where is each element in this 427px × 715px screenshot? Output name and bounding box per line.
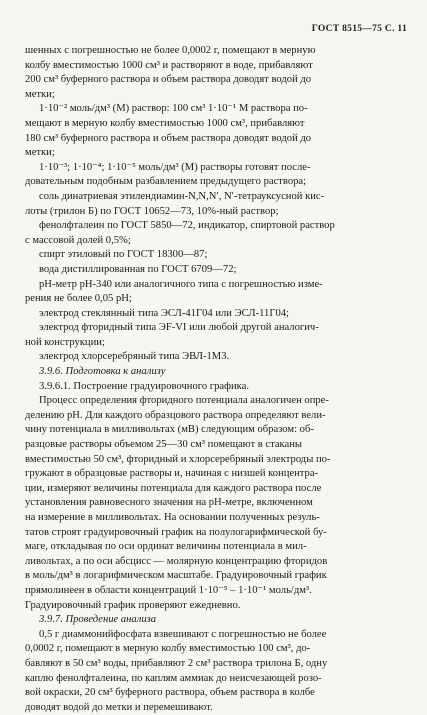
- text-line: лоты (трилон Б) по ГОСТ 10652—73, 10%-ный раствор;: [25, 205, 279, 217]
- text-line: прямолинеен в области концентраций 1·10⁻⁵ – 1·10⁻¹ моль/дм³.: [25, 584, 312, 596]
- text-line: на измерение в милливольтах. На основании полученных резуль-: [25, 512, 320, 523]
- text-line: ной конструкции;: [25, 336, 105, 348]
- text-line: электрод хлорсеребряный типа ЭВЛ-1М3.: [39, 351, 230, 363]
- text-line: гружают в образцовые растворы и, начиная с низшей концентра-: [25, 468, 319, 480]
- text-line: 0,0002 г, помещают в мерную колбу вместимостью 100 см³, до-: [25, 643, 311, 655]
- text-line: 1·10⁻³; 1·10⁻⁴; 1·10⁻⁵ моль/дм³ (М) растворы готовят после-: [39, 161, 311, 173]
- text-line: с массовой долей 0,5%;: [25, 234, 131, 246]
- text-line: чину потенциала в милливольтах (мВ) следующим образом: об-: [25, 424, 314, 436]
- text-line: ливольтах, а по оси абсцисс — молярную концентрацию фторидов: [25, 555, 328, 567]
- text-line: 200 см³ буферного раствора и объем раствора доводят водой до: [25, 74, 312, 86]
- text-line: метки;: [25, 147, 55, 159]
- text-line: рН-метр рН-340 или аналогичного типа с погрешностью изме-: [39, 278, 323, 290]
- text-line: фенолфталеин по ГОСТ 5850—72, индикатор, спиртовой раствор: [39, 220, 335, 232]
- text-line: мещают в мерную колбу вместимостью 1000 см³, прибавляют: [25, 117, 305, 129]
- text-line: установления равновесного значения на рН-метре, включенном: [25, 497, 313, 509]
- text-line: соль динатриевая этилендиамин-N,N,N′, N′-тетрауксусной кис-: [39, 190, 325, 202]
- text-line: электрод фторидный типа ЭF-VI или любой другой аналогич-: [39, 322, 319, 334]
- running-head: ГОСТ 8515—75 С. 11: [311, 24, 407, 34]
- text-line: вместимостью 50 см³, фторидный и хлорсеребряный электроды по-: [25, 453, 331, 465]
- text-line: каплю фенолфталеина, по каплям аммиак до неисчезающей розо-: [25, 672, 322, 684]
- text-line: спирт этиловый по ГОСТ 18300—87;: [39, 249, 208, 261]
- text-line: татов строят градуировочный график на полулогарифмической бу-: [25, 526, 327, 538]
- text-line: делению рН. Для каждого образцового раствора определяют вели-: [25, 409, 326, 421]
- text-line: шенных с погрешностью не более 0,0002 г, помещают в мерную: [25, 45, 316, 56]
- text-line: Градуировочный график проверяют ежедневно.: [25, 599, 241, 611]
- text-line: маге, откладывая по оси ординат величины потенциала в мил-: [25, 541, 307, 553]
- text-line: довательным подобным разбавлением предыдущего раствора;: [25, 176, 307, 188]
- text-line: рения не более 0,05 рН;: [25, 293, 132, 305]
- text-line: 3.9.6.1. Построение градуировочного графика.: [39, 380, 249, 392]
- text-line: вой окраски, 20 см³ буферного раствора, объем раствора в колбе: [25, 687, 315, 699]
- text-line: электрод стеклянный типа ЭСЛ-41Г04 или ЭСЛ-11Г04;: [39, 307, 289, 319]
- text-line: 3.9.7. Проведение анализа: [39, 614, 157, 626]
- text-line: вода дистиллированная по ГОСТ 6709—72;: [39, 263, 237, 275]
- text-line: 1·10⁻² моль/дм³ (М) раствор: 100 см³ 1·10⁻¹ М раствора по-: [39, 103, 308, 115]
- text-line: 180 см³ буферного раствора и объем раствора доводят водой до: [25, 132, 312, 144]
- text-line: разцовые растворы объемом 25—30 см³ помещают в стаканы: [25, 439, 303, 451]
- text-line: бавляют в 50 см³ воды, прибавляют 2 см³ раствора трилона Б, одну: [25, 657, 328, 669]
- text-line: 0,5 г диаммонийфосфата взвешивают с погрешностью не более: [39, 628, 327, 640]
- text-line: колбу вместимостью 1000 см³ и растворяют в воде, прибавляют: [25, 59, 313, 71]
- text-line: ции, измеряют величины потенциала для каждого раствора после: [25, 482, 322, 494]
- text-line: Процесс определения фторидного потенциала аналогичен опре-: [39, 395, 329, 407]
- text-line: метки;: [25, 88, 55, 100]
- text-line: доводят водой до метки и перемешивают.: [25, 701, 213, 713]
- text-line: в моль/дм³ в логарифмическом масштабе. Градуировочный график: [25, 570, 327, 582]
- text-line: 3.9.6. Подготовка к анализу: [39, 366, 166, 378]
- body-text: [25, 44, 410, 715]
